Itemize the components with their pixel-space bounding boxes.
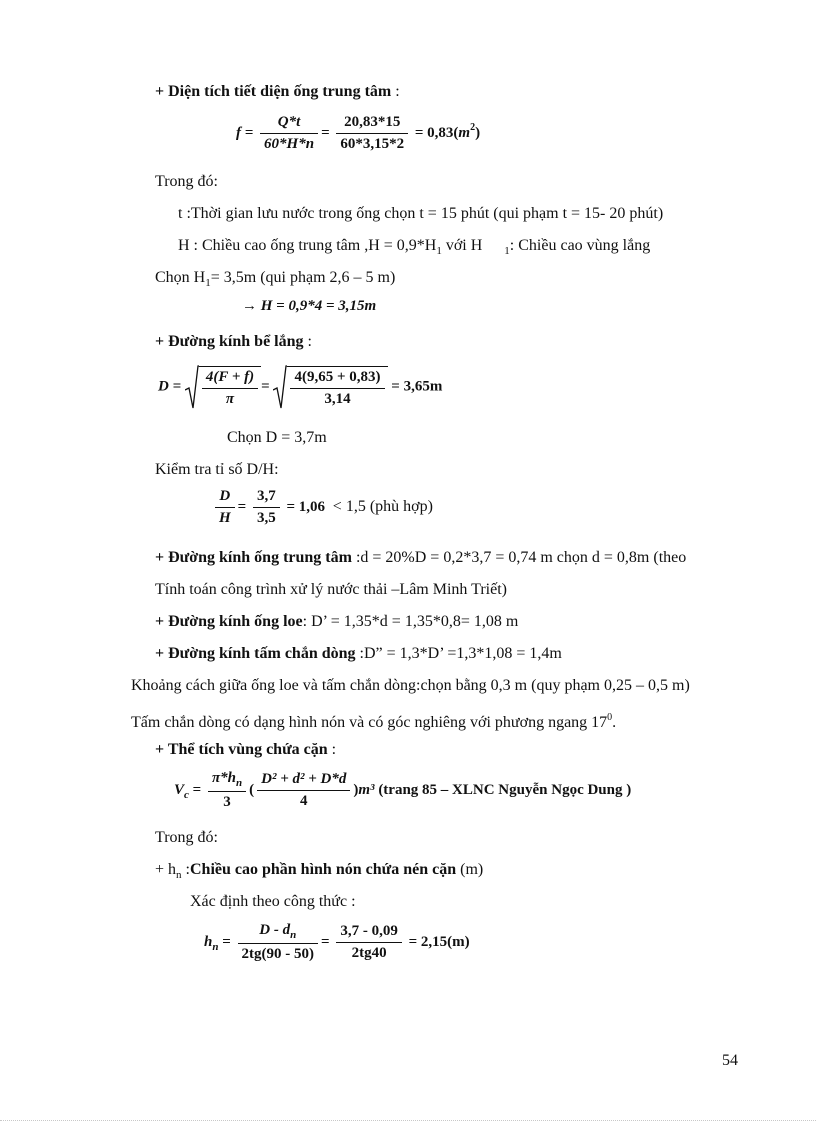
heading-rest: : xyxy=(303,333,312,350)
denominator: H xyxy=(219,510,231,526)
formula-area: f = $\frac{Q*t}{60*H*n}$ = $\frac{20,83*15}{60*3,15*2}$ = $0,83(m^2)$ xyxy=(236,114,481,152)
formula-result: = 2,15(m) xyxy=(408,933,470,950)
section-heading-tank-diameter xyxy=(155,332,312,352)
denominator: 2tg40 xyxy=(351,945,387,961)
fraction-symbolic xyxy=(215,488,235,527)
heading-rest: :d = 20%D = 0,2*3,7 = 0,74 m chọn d = 0,8m (theo xyxy=(351,549,687,566)
text-part: . xyxy=(612,714,617,731)
numerator: 3,7 - 0,09 xyxy=(336,923,402,943)
fraction-symbolic xyxy=(238,922,318,963)
formula-lhs: D = xyxy=(158,378,182,395)
text-part: : xyxy=(181,861,190,878)
heading-rest: : xyxy=(327,741,337,758)
denominator: 60*H*n xyxy=(264,136,315,152)
denominator: 2tg(90 - 50) xyxy=(241,946,315,962)
subscript: n xyxy=(176,869,182,881)
text-part: = 3,5m (qui phạm 2,6 – 5 m) xyxy=(210,269,396,286)
formula-diameter: D = $\frac{4(F + f)}{\pi}$ = $\frac{4(9,65 + 0,83)}{3,14}$ = 3,65m xyxy=(158,366,442,408)
fraction-numeric xyxy=(336,923,402,962)
denominator: 3,14 xyxy=(324,391,351,407)
text-part: Chọn H xyxy=(155,269,206,286)
heading-bold: + Đường kính bể lắng xyxy=(155,333,304,350)
formula-ratio: $\frac{D}{H}$ = $\frac{3,7}{3,5}$ = 1,06 < 1,5 (phù hợp) xyxy=(212,488,433,527)
sqrt-numeric xyxy=(273,366,387,408)
section-sludge-volume xyxy=(155,740,336,760)
subscript: 1 xyxy=(205,277,211,289)
formula-exponent: 2 xyxy=(470,121,476,133)
text-trong-do: Trong đó: xyxy=(155,173,218,190)
section-center-pipe-diameter xyxy=(155,548,686,568)
heading-bold: + Đường kính ống trung tâm xyxy=(155,549,352,566)
denominator: π xyxy=(225,391,235,407)
text-bold: Chiều cao phần hình nón chứa nén cặn xyxy=(189,861,457,878)
text-trong-do-2: Trong đó: xyxy=(155,829,218,846)
formula-lhs: h xyxy=(204,933,213,950)
formula-cone-height: $h_n$ = $\frac{D - d_n}{2tg(90 - 50)}$ = $\frac{3,7 - 0,09}{2tg40}$ = 2,15(m) xyxy=(204,922,470,962)
text-choose-d: Chọn D = 3,7m xyxy=(227,429,327,446)
text-formula-intro: Xác định theo công thức : xyxy=(190,893,356,910)
text-part: : Chiều cao vùng lắng xyxy=(509,237,651,254)
numerator: 3,7 xyxy=(253,488,280,508)
heading-rest: : D’ = 1,35*d = 1,35*0,8= 1,08 m xyxy=(302,613,519,630)
formula-comparison: < 1,5 (phù hợp) xyxy=(332,497,433,515)
denominator: 3 xyxy=(223,794,231,810)
section-heading-area-center-pipe xyxy=(155,82,400,102)
text-height-definition xyxy=(178,236,650,261)
text-reference: Tính toán công trình xử lý nước thải –Lâm Minh Triết) xyxy=(155,581,507,598)
heading-bold: + Diện tích tiết diện ống trung tâm xyxy=(155,83,392,100)
text-part: (m) xyxy=(456,861,484,878)
text-cone-height xyxy=(155,860,483,885)
section-baffle-diameter xyxy=(155,644,562,664)
text-time-definition: t :Thời gian lưu nước trong ống chọn t = 15 phút (qui phạm t = 15- 20 phút) xyxy=(178,205,664,222)
denominator: 4 xyxy=(300,793,308,809)
numerator: D xyxy=(215,488,235,508)
page-number: 54 xyxy=(722,1052,738,1069)
subscript: c xyxy=(184,788,189,801)
formula-close: ) xyxy=(475,124,481,141)
page-bottom-edge xyxy=(0,1120,816,1121)
subscript: 1 xyxy=(436,245,442,257)
text-part: + h xyxy=(155,861,177,878)
numerator: D - d xyxy=(259,922,291,938)
text-part: H : Chiều cao ống trung tâm ,H = 0,9*H xyxy=(178,237,437,254)
text-distance: Khoảng cách giữa ống loe và tấm chắn dòng:chọn bằng 0,3 m (quy phạm 0,25 – 0,5 m) xyxy=(131,677,690,694)
formula-reference: (trang 85 – XLNC Nguyễn Ngọc Dung ) xyxy=(378,781,632,798)
numerator: 20,83*15 xyxy=(336,114,408,134)
formula-unit: m xyxy=(458,124,471,141)
subscript: 1 xyxy=(504,245,510,257)
sqrt-symbolic xyxy=(185,366,261,408)
text-part: với H xyxy=(441,237,483,254)
heading-bold: + Thể tích vùng chứa cặn xyxy=(155,741,328,758)
formula-result: = 0,83( xyxy=(414,124,459,141)
numerator: 4(9,65 + 0,83) xyxy=(290,369,384,389)
subscript: n xyxy=(290,929,297,941)
heading-rest: :D” = 1,3*D’ =1,3*1,08 = 1,4m xyxy=(355,645,562,662)
subscript: n xyxy=(236,777,243,789)
text-check-ratio: Kiểm tra tỉ số D/H: xyxy=(155,461,279,478)
denominator: 3,5 xyxy=(256,510,276,526)
text-choose-h1 xyxy=(155,268,395,293)
denominator: 60*3,15*2 xyxy=(340,136,405,152)
section-flare-pipe-diameter xyxy=(155,612,518,632)
superscript: 0 xyxy=(607,712,613,723)
formula-lhs: V xyxy=(174,781,185,798)
text-part: Tấm chắn dòng có dạng hình nón và có góc nghiêng với phương ngang 17 xyxy=(131,714,608,731)
heading-rest: : xyxy=(391,83,400,100)
heading-bold: + Đường kính ống loe xyxy=(155,613,303,630)
fraction-symbolic xyxy=(260,114,318,153)
subscript: n xyxy=(212,940,219,953)
fraction-numeric xyxy=(336,114,408,153)
numerator: π*h xyxy=(211,770,236,786)
formula-height: → H = 0,9*4 = 3,15m xyxy=(242,298,377,314)
fraction-numeric xyxy=(253,488,280,527)
numerator: D² + d² + D*d xyxy=(257,771,350,791)
formula-volume: $V_c$ = $\frac{\pi*h_n}{3}$ ( $\frac{\text{D² + d² + D*d}}{4}$ )m³ (trang 85 – XLNC Nguyễn Ngọc Dung ) xyxy=(174,770,632,810)
numerator: Q*t xyxy=(260,114,318,134)
formula-result: = 1,06 xyxy=(286,498,326,515)
formula-lhs: f = xyxy=(236,124,254,141)
text-baffle-shape xyxy=(131,708,616,733)
fraction-diameters xyxy=(257,771,350,810)
fraction-cone xyxy=(208,770,246,811)
heading-bold: + Đường kính tấm chắn dòng xyxy=(155,645,356,662)
formula-result: = 3,65m xyxy=(391,378,443,395)
numerator: 4(F + f) xyxy=(202,369,258,389)
formula-unit: m³ xyxy=(358,781,375,798)
